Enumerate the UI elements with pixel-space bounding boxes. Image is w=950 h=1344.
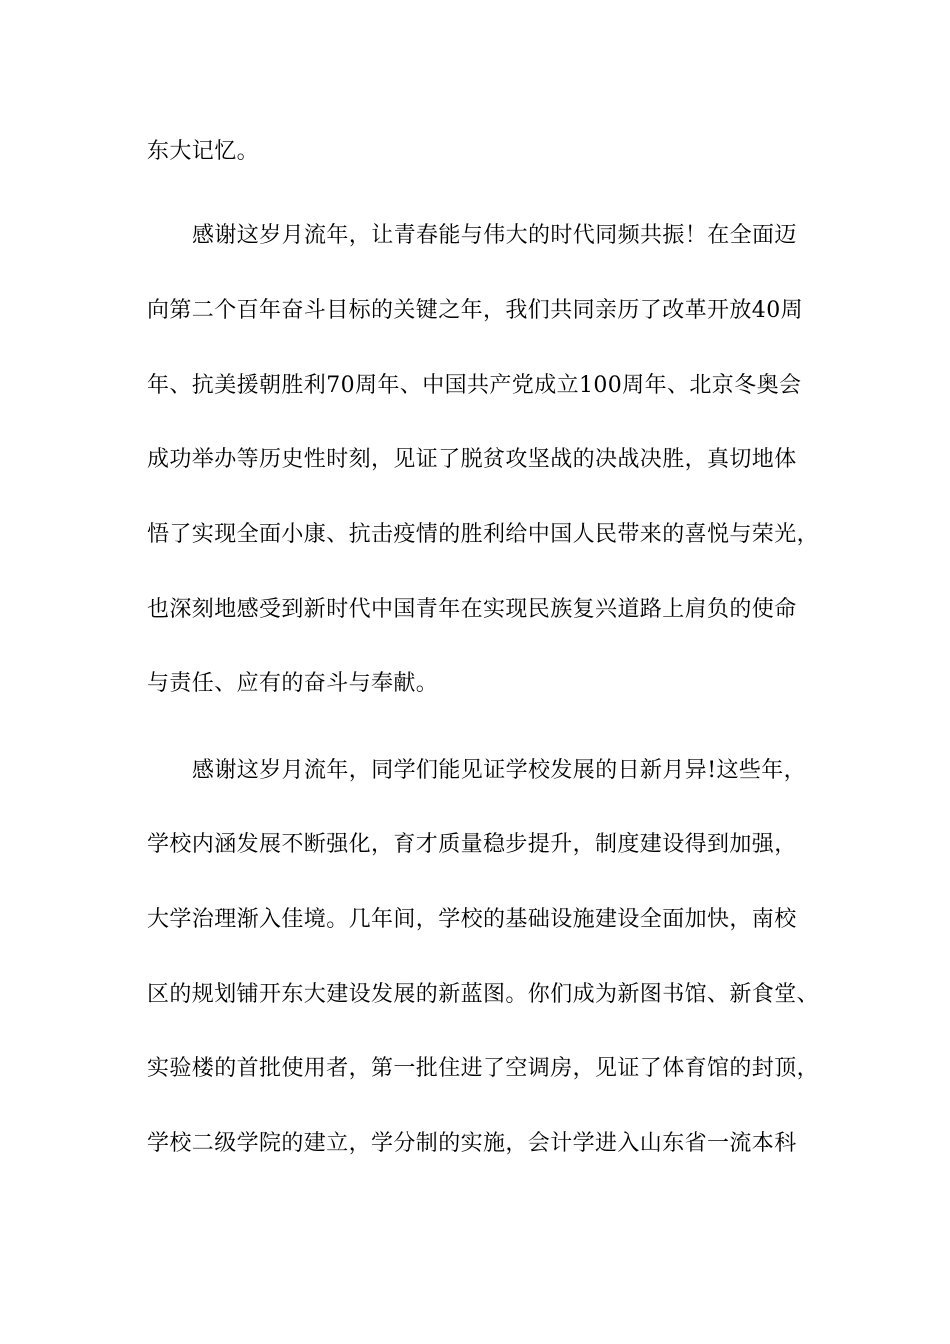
paragraph-3-line-1: 感谢这岁月流年，同学们能见证学校发展的日新月异!这些年， bbox=[192, 758, 807, 783]
paragraph-2-line-2: 向第二个百年奋斗目标的关键之年，我们共同亲历了改革开放40周 bbox=[147, 298, 803, 323]
paragraph-3-line-4: 区的规划铺开东大建设发展的新蓝图。你们成为新图书馆、新食堂、 bbox=[147, 982, 820, 1007]
paragraph-2-line-3: 年、抗美援朝胜利70周年、中国共产党成立100周年、北京冬奥会 bbox=[147, 373, 802, 398]
paragraph-2-line-4: 成功举办等历史性时刻，见证了脱贫攻坚战的决战决胜，真切地体 bbox=[147, 447, 797, 472]
paragraph-3-line-6: 学校二级学院的建立，学分制的实施，会计学进入山东省一流本科 bbox=[147, 1131, 797, 1156]
paragraph-3-line-3: 大学治理渐入佳境。几年间，学校的基础设施建设全面加快，南校 bbox=[147, 907, 797, 932]
paragraph-2-line-1: 感谢这岁月流年，让青春能与伟大的时代同频共振！在全面迈 bbox=[192, 223, 797, 248]
paragraph-2-line-5: 悟了实现全面小康、抗击疫情的胜利给中国人民带来的喜悦与荣光， bbox=[147, 522, 820, 547]
paragraph-2-line-7: 与责任、应有的奋斗与奉献。 bbox=[147, 671, 439, 696]
paragraph-3-line-5: 实验楼的首批使用者，第一批住进了空调房，见证了体育馆的封顶， bbox=[147, 1056, 820, 1081]
paragraph-2-line-6: 也深刻地感受到新时代中国青年在实现民族复兴道路上肩负的使命 bbox=[147, 597, 797, 622]
paragraph-3-line-2: 学校内涵发展不断强化，育才质量稳步提升，制度建设得到加强， bbox=[147, 832, 797, 857]
paragraph-1-line-1: 东大记忆。 bbox=[147, 139, 260, 164]
